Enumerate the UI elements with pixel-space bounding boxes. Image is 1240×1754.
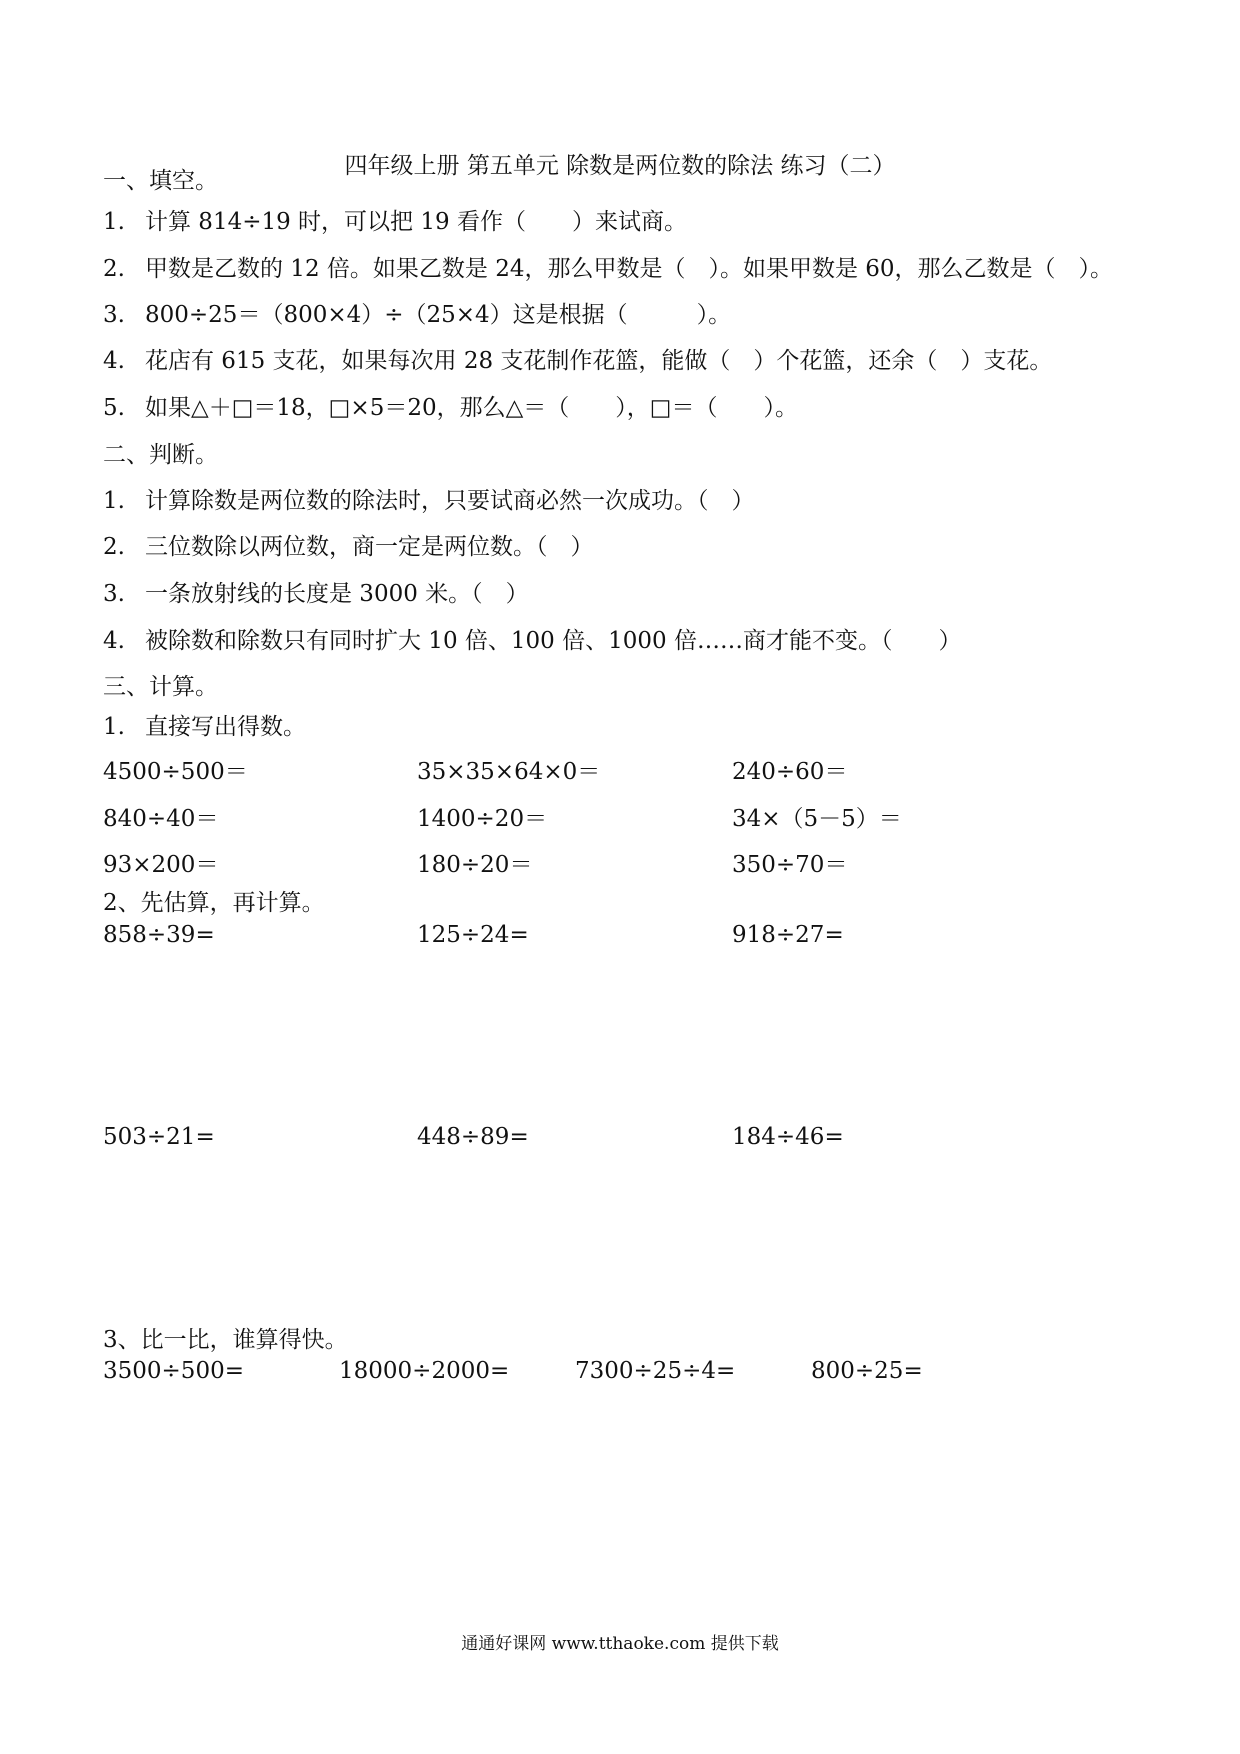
fill-in-item: [103, 254, 1113, 284]
fill-in-item: [103, 207, 687, 237]
mental-math-problem: 35×35×64×0＝: [417, 759, 601, 785]
speed-problem: 7300÷25÷4=: [575, 1358, 736, 1384]
estimate-problem: 918÷27=: [732, 922, 844, 948]
section-heading-judgment: 二、判断。: [103, 442, 218, 468]
speed-problem: 3500÷500=: [103, 1358, 244, 1384]
speed-problem: 18000÷2000=: [339, 1358, 510, 1384]
item-number: 5.: [103, 395, 125, 421]
item-number: 4.: [103, 628, 125, 654]
calc-part2-heading: 2、先估算，再计算。: [103, 890, 325, 916]
item-text: 800÷25＝（800×4）÷（25×4）这是根据（ ）。: [145, 302, 732, 328]
item-text: 计算 814÷19 时，可以把 19 看作（ ）来试商。: [145, 209, 687, 235]
estimate-problem: 184÷46=: [732, 1124, 844, 1150]
item-number: 3.: [103, 581, 125, 607]
section-heading-calculation: 三、计算。: [103, 674, 218, 700]
fill-in-item: [103, 300, 731, 330]
item-number: 2.: [103, 256, 125, 282]
item-number: 4.: [103, 348, 125, 374]
item-text: 被除数和除数只有同时扩大 10 倍、100 倍、1000 倍……商才能不变。（ ）: [145, 628, 962, 654]
mental-math-problem: 240÷60＝: [732, 759, 848, 785]
speed-problem: 800÷25=: [811, 1358, 923, 1384]
item-number: 1.: [103, 488, 125, 514]
page-footer: 通通好课网 www.tthaoke.com 提供下载: [461, 1634, 779, 1654]
item-number: 2.: [103, 534, 125, 560]
item-text: 三位数除以两位数，商一定是两位数。（ ）: [145, 534, 594, 560]
item-text: 一条放射线的长度是 3000 米。（ ）: [145, 581, 529, 607]
item-text: 计算除数是两位数的除法时，只要试商必然一次成功。（ ）: [145, 488, 755, 514]
estimate-problem: 503÷21=: [103, 1124, 215, 1150]
estimate-problem: 125÷24=: [417, 922, 529, 948]
section-heading-fill-in: 一、填空。: [103, 168, 218, 194]
item-number: 1.: [103, 714, 125, 740]
item-number: 1.: [103, 209, 125, 235]
judgment-item: [103, 579, 529, 609]
item-text: 甲数是乙数的 12 倍。如果乙数是 24，那么甲数是（ ）。如果甲数是 60，那么乙数是（ ）。: [145, 256, 1114, 282]
item-text: 如果△＋□＝18，□×5＝20，那么△＝（ ），□＝（ ）。: [145, 395, 799, 421]
fill-in-item: [103, 393, 798, 423]
judgment-item: [103, 626, 961, 656]
mental-math-problem: 350÷70＝: [732, 852, 848, 878]
estimate-problem: 858÷39=: [103, 922, 215, 948]
mental-math-problem: 4500÷500＝: [103, 759, 248, 785]
fill-in-item: [103, 346, 1052, 376]
judgment-item: [103, 532, 594, 562]
mental-math-problem: 180÷20＝: [417, 852, 533, 878]
page-title: 四年级上册 第五单元 除数是两位数的除法 练习（二）: [344, 153, 896, 179]
calc-part3-heading: 3、比一比，谁算得快。: [103, 1327, 348, 1353]
estimate-problem: 448÷89=: [417, 1124, 529, 1150]
item-number: 3.: [103, 302, 125, 328]
calc-part1-heading: [103, 712, 306, 742]
item-text: 直接写出得数。: [145, 714, 306, 740]
item-text: 花店有 615 支花，如果每次用 28 支花制作花篮，能做（ ）个花篮，还余（ ）支花。: [145, 348, 1053, 374]
mental-math-problem: 93×200＝: [103, 852, 219, 878]
judgment-item: [103, 486, 755, 516]
mental-math-problem: 840÷40＝: [103, 806, 219, 832]
mental-math-problem: 1400÷20＝: [417, 806, 548, 832]
mental-math-problem: 34×（5－5）＝: [732, 806, 902, 832]
